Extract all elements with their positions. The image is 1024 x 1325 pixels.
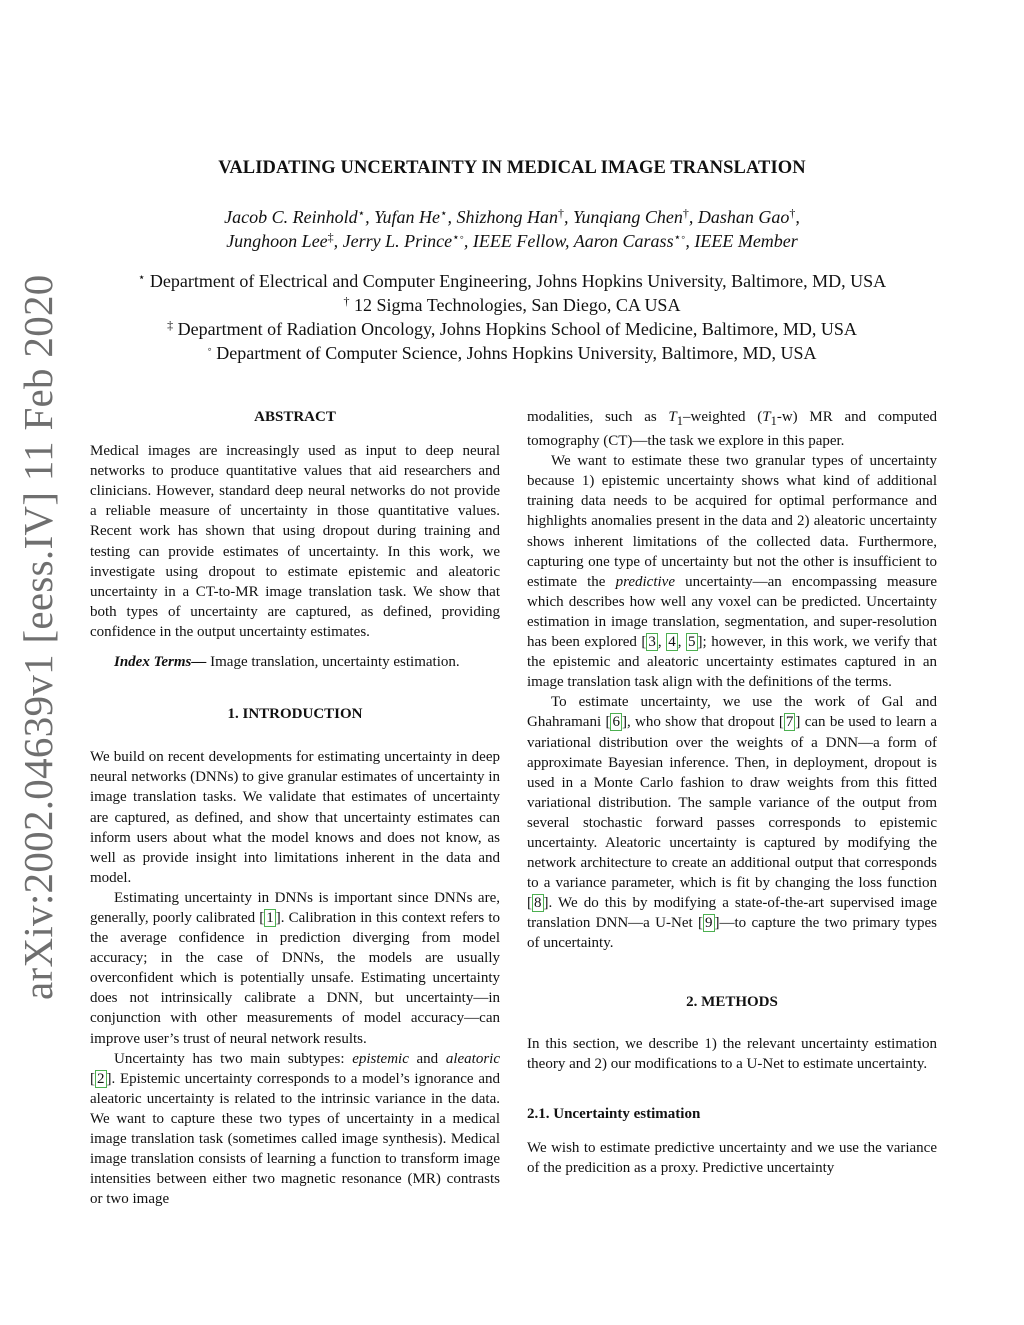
citation-link[interactable]: 7 <box>785 714 794 731</box>
citation-link[interactable]: 6 <box>612 714 620 731</box>
intro-paragraph-1: We build on recent developments for estimating uncertainty in deep neural networks (DNNs) to give granular estimates of uncertainty in image translation tasks. We validate that estimates of uncertainty are captured, as defined, and show that uncertainty estimates can inform users about what the model knows and does not know, as well as provide insight into limitations inherent in the data and model. <box>90 749 500 886</box>
citation-link[interactable]: 4 <box>668 634 676 651</box>
citation-link[interactable]: 9 <box>705 915 713 932</box>
intro-paragraph-3: Uncertainty has two main subtypes: epistemic and aleatoric [ 2 ]. Epistemic uncertainty corresponds to a model’s ignorance and aleatoric uncertainty is related to the intrinsic variance in the data. We want to capture these two types of uncertainty in a medical image translation task (sometimes called image synthesis). Medical image translation consists of learning a function to transform image intensities between either two magnetic resonance (MR) contrasts or two image <box>90 1050 500 1208</box>
author-line-1: Jacob C. Reinhold⋆, Yufan He⋆, Shizhong Han†, Yunqiang Chen†, Dashan Gao†, <box>224 206 800 227</box>
affiliation: † 12 Sigma Technologies, San Diego, CA USA <box>343 294 681 315</box>
intro-paragraph-2: Estimating uncertainty in DNNs is important since DNNs are, generally, poorly calibrated [ 1 ]. Calibration in this context refers to the average confidence in prediction diverging from model accuracy; in the case of DNNs, the models are usually overconfident which is potentially unsafe. Estimating uncertainty does not intrinsically calibrate a DNN, but uncertainty—in conjunction with other measurements of model accuracy—can improve user’s trust of neural network results. <box>90 889 501 1047</box>
affiliation: ‡ Department of Radiation Oncology, Johns Hopkins School of Medicine, Baltimore, MD, USA <box>167 318 857 339</box>
author-list <box>0 205 1024 253</box>
abstract-heading: ABSTRACT <box>254 409 336 425</box>
abstract-text: Medical images are increasingly used as input to deep neural networks to produce quantitative values that aid researchers and clinicians. However, standard deep neural networks do not provide a reliable measure of uncertainty in those quantitative values. Recent work has shown that using dropout during training and testing can provide estimates of uncertainty. In this work, we investigate using dropout to estimate epistemic and aleatoric uncertainty in a CT-to-MR image translation task. We show that both types of uncertainty are captured, as defined, providing confidence in the output uncertainty estimates. <box>90 443 500 640</box>
methods-heading: 2. METHODS <box>686 993 778 1010</box>
paper-title: VALIDATING UNCERTAINTY IN MEDICAL IMAGE TRANSLATION <box>218 158 806 178</box>
right-paragraph-3: To estimate uncertainty, we use the work of Gal and Ghahramani [ 6 ], who show that dropout [ 7 ] can be used to learn a variational distribution over the weights of a DNN—a form of approximate Bayesian inference. Then, in deployment, dropout is used in a Monte Carlo fashion to draw weights from this fitted variational distribution. The sample variance of the output from several stochastic forward passes corresponds to epistemic uncertainty. Aleatoric uncertainty is captured by modifying the network architecture to create an additional output that corresponds to a variance parameter, which is fit by changing the loss function [ 8 ]. We do this by modifying a state-of-the-art supervised image translation DNN—a U-Net [ 9 ]—to capture the two primary types of uncertainty. <box>527 694 937 952</box>
citation-link[interactable]: 8 <box>534 895 542 912</box>
right-paragraph-1: modalities, such as $T_1$–weighted $(T_1-w)$ MR and computed tomography (CT)—the task we explore in this paper. <box>527 409 937 450</box>
right-column <box>527 407 937 1178</box>
arxiv-identifier: arXiv:2002.04639v1 [eess.IV] 11 Feb 2020 <box>15 274 61 1000</box>
citation-link[interactable]: 1 <box>266 909 274 926</box>
methods-paragraph: In this section, we describe 1) the relevant uncertainty estimation theory and 2) our modifications to a U-Net to estimate uncertainty. <box>527 1035 937 1072</box>
affiliation: ◦ Department of Computer Science, Johns Hopkins University, Baltimore, MD, USA <box>207 342 817 363</box>
citation-link[interactable]: 2 <box>97 1070 105 1087</box>
introduction-heading: 1. INTRODUCTION <box>227 706 363 723</box>
right-paragraph-2: We want to estimate these two granular types of uncertainty because 1) epistemic uncertainty shows what kind of additional training data needs to be acquired for optimal performance and highlights anomalies present in the data and 2) aleatoric uncertainty shows inherent limitations of the collected data. Furthermore, capturing one type of uncertainty but not the other is insufficient to estimate the predictive uncertainty—an encompassing measure which describes how well any voxel can be predicted. Uncertainty estimation in image translation, segmentation, and super-resolution has been explored [ 3 , 4 , 5 ]; however, in this work, we verify that the epistemic and aleatoric uncertainty estimates captured in an image translation task align with the definitions of the terms. <box>527 453 937 691</box>
citation-link[interactable]: 5 <box>688 634 696 651</box>
affiliation-list <box>0 269 1024 365</box>
subsection-paragraph: We wish to estimate predictive uncertainty and we use the variance of the predicition as a proxy. Predictive uncertainty <box>527 1139 937 1176</box>
left-column <box>90 407 500 1209</box>
affiliation: ⋆ Department of Electrical and Computer Engineering, Johns Hopkins University, Baltimore, MD, USA <box>137 270 887 291</box>
index-terms: Index Terms— Image translation, uncertainty estimation. <box>114 654 460 671</box>
citation-link[interactable]: 3 <box>648 634 656 651</box>
subsection-heading: 2.1. Uncertainty estimation <box>527 1105 701 1122</box>
author-line-2: Junghoon Lee‡, Jerry L. Prince⋆◦, IEEE Fellow, Aaron Carass⋆◦, IEEE Member <box>226 230 798 251</box>
